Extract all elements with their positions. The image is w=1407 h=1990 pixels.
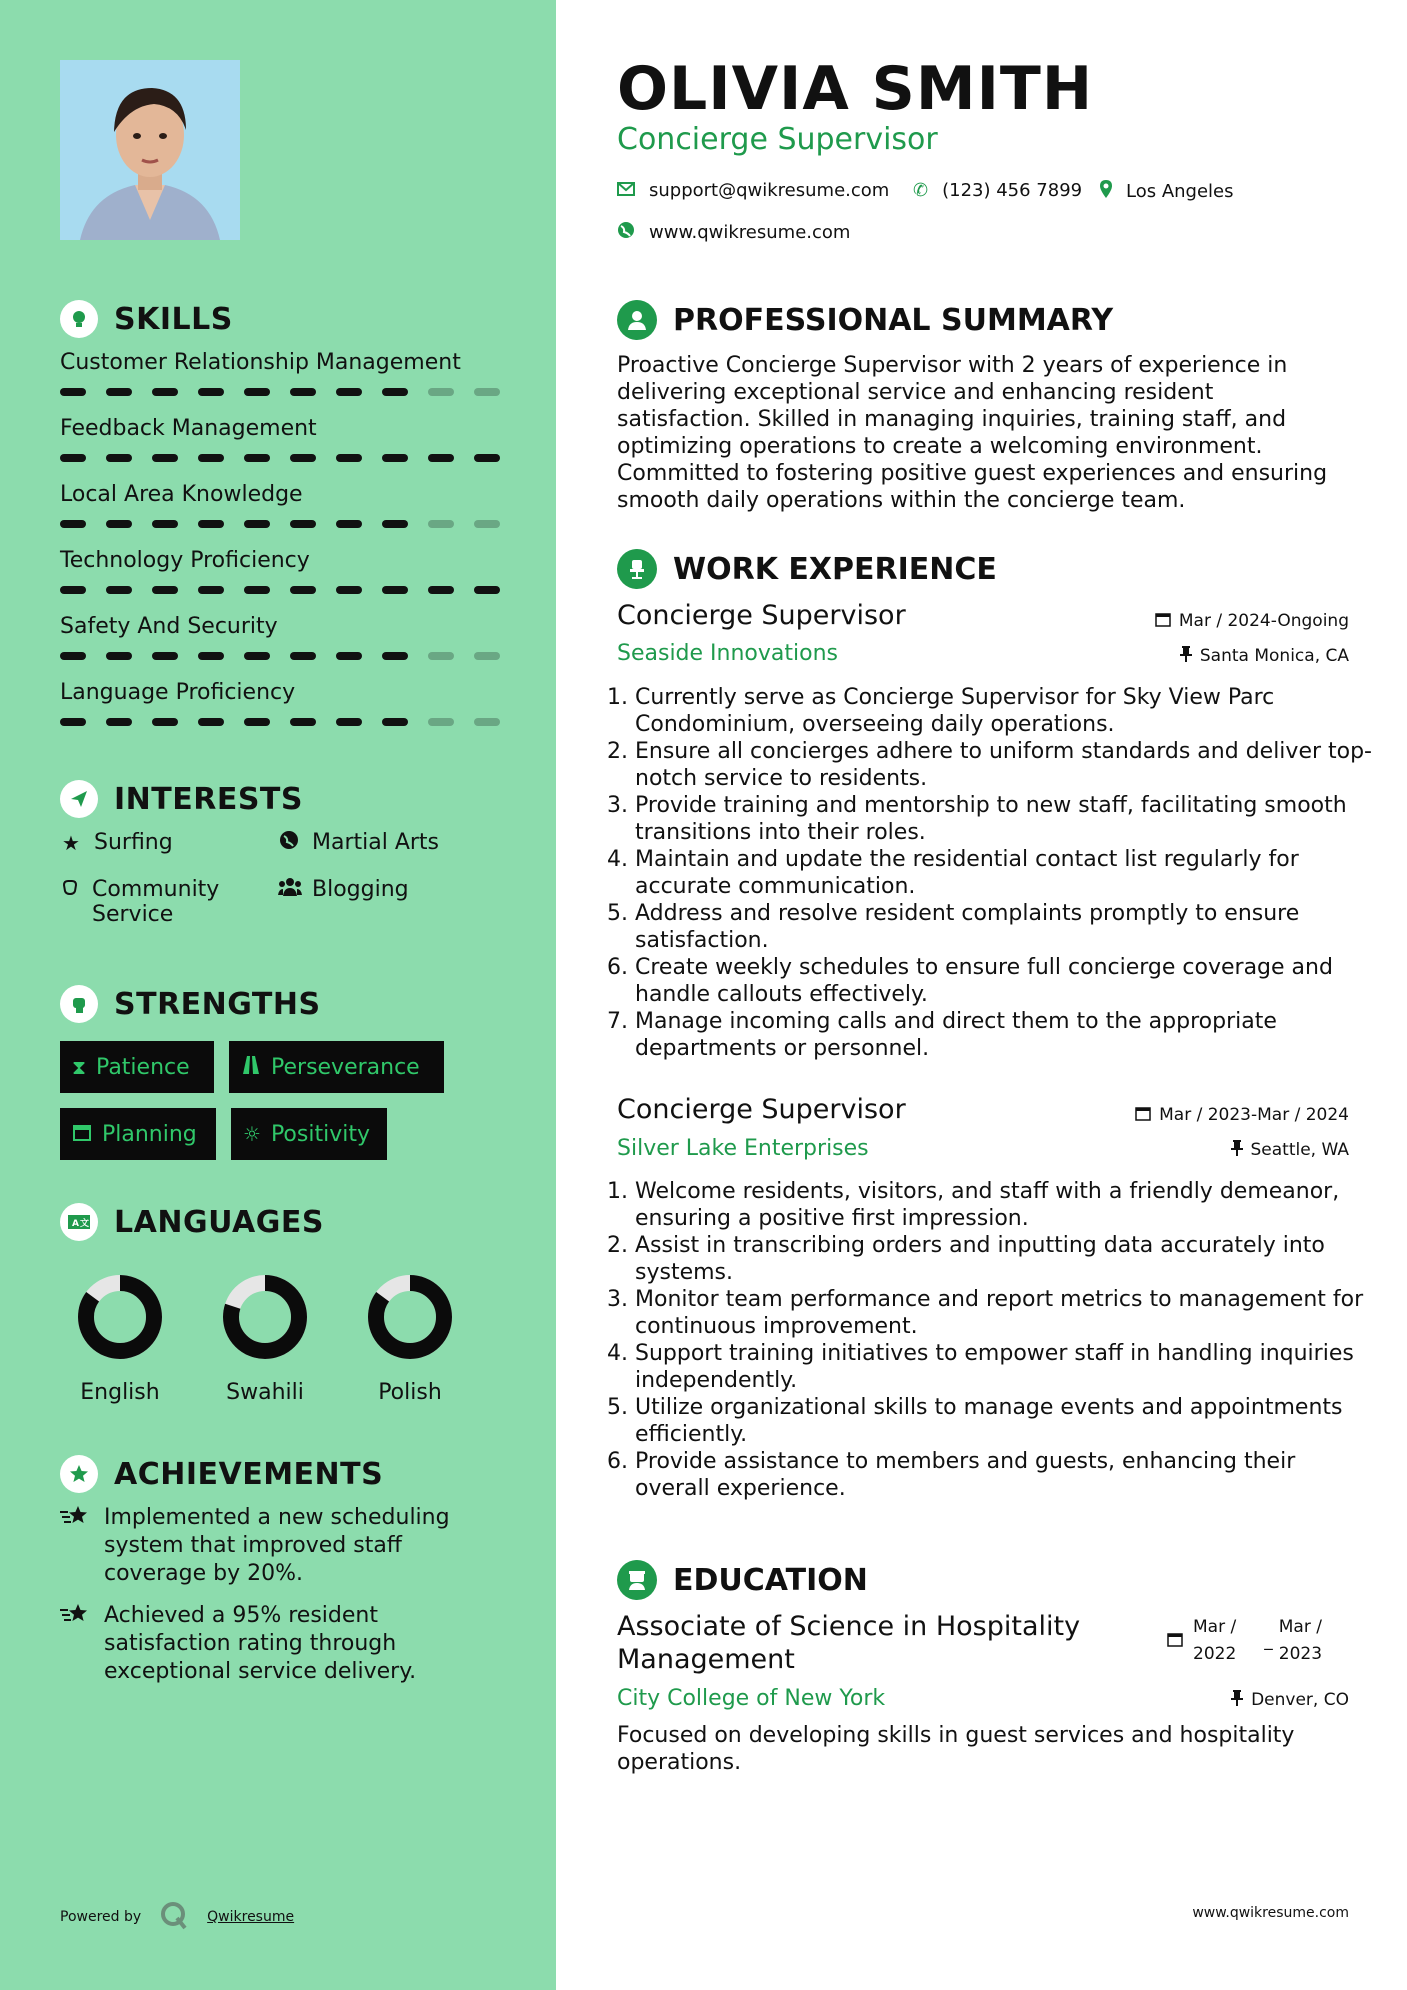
job-tasks bbox=[617, 684, 1375, 1062]
task-item: 7. Manage incoming calls and direct them to the appropriate departments or personnel. bbox=[635, 1008, 1375, 1062]
interest-item: ★ Surfing bbox=[60, 830, 173, 856]
candidate-name: OLIVIA SMITH bbox=[617, 54, 1094, 124]
skill-segment bbox=[336, 718, 362, 726]
language-item bbox=[205, 1272, 325, 1405]
qwikresume-logo-icon bbox=[159, 1900, 189, 1934]
skill-level-bar bbox=[60, 586, 500, 594]
sun-icon: ☼ bbox=[243, 1122, 261, 1146]
company-name: Seaside Innovations bbox=[617, 641, 838, 666]
skill-segment bbox=[290, 586, 316, 594]
skill-segment bbox=[382, 454, 408, 462]
language-name: English bbox=[80, 1380, 160, 1405]
qwikresume-link[interactable]: Qwikresume bbox=[207, 1909, 295, 1925]
svg-text:文: 文 bbox=[80, 1219, 90, 1229]
skill-segment bbox=[382, 520, 408, 528]
skill-segment bbox=[336, 454, 362, 462]
skill-level-bar bbox=[60, 652, 500, 660]
skill-segment bbox=[428, 652, 454, 660]
company-name: Silver Lake Enterprises bbox=[617, 1136, 869, 1161]
skill-segment bbox=[198, 652, 224, 660]
map-pin-icon bbox=[1100, 180, 1112, 203]
graduation-icon bbox=[617, 1560, 657, 1600]
skill-segment bbox=[152, 454, 178, 462]
skill-segment bbox=[106, 388, 132, 396]
skill-segment bbox=[198, 718, 224, 726]
globe-icon bbox=[278, 830, 300, 856]
skill-segment bbox=[428, 454, 454, 462]
skill-segment bbox=[152, 652, 178, 660]
language-item bbox=[350, 1272, 470, 1405]
candidate-role: Concierge Supervisor bbox=[617, 122, 938, 157]
footer-website[interactable]: www.qwikresume.com bbox=[1192, 1905, 1349, 1921]
skill-segment bbox=[106, 718, 132, 726]
skill-segment bbox=[244, 652, 270, 660]
sidebar bbox=[0, 0, 556, 1990]
task-item: 5. Address and resolve resident complaints promptly to ensure satisfaction. bbox=[635, 900, 1375, 954]
job-dates: Mar / 2023-Mar / 2024 bbox=[1135, 1105, 1349, 1125]
task-item: 1. Welcome residents, visitors, and staff with a friendly demeanor, ensuring a positive first impression. bbox=[635, 1178, 1375, 1232]
task-item: 2. Ensure all concierges adhere to uniform standards and deliver top-notch service to residents. bbox=[635, 738, 1375, 792]
skill-name: Local Area Knowledge bbox=[60, 482, 303, 507]
hourglass-icon: ⧗ bbox=[72, 1055, 87, 1079]
education-end: Mar / 2023 bbox=[1278, 1617, 1323, 1664]
experience-heading: WORK EXPERIENCE bbox=[617, 549, 997, 589]
job-dates: Mar / 2024-Ongoing bbox=[1155, 611, 1349, 631]
skill-level-bar bbox=[60, 718, 500, 726]
strength-badge: Perseverance bbox=[229, 1041, 444, 1093]
skill-segment bbox=[382, 718, 408, 726]
task-item: 3. Provide training and mentorship to new staff, facilitating smooth transitions into their roles. bbox=[635, 792, 1375, 846]
skill-segment bbox=[474, 718, 500, 726]
powered-by: Powered by Qwikresume bbox=[60, 1900, 294, 1934]
skill-segment bbox=[290, 388, 316, 396]
skill-segment bbox=[60, 388, 86, 396]
skill-segment bbox=[336, 652, 362, 660]
calendar-icon bbox=[1135, 1105, 1151, 1125]
skill-segment bbox=[152, 586, 178, 594]
skill-segment bbox=[428, 520, 454, 528]
skill-segment bbox=[198, 586, 224, 594]
skill-level-bar bbox=[60, 454, 500, 462]
skill-segment bbox=[474, 652, 500, 660]
pushpin-icon bbox=[1231, 1690, 1243, 1710]
skill-item bbox=[60, 482, 500, 528]
job-title: Concierge Supervisor bbox=[617, 600, 906, 631]
task-item: 4. Maintain and update the residential contact list regularly for accurate communication. bbox=[635, 846, 1375, 900]
skill-segment bbox=[290, 454, 316, 462]
envelope-icon bbox=[617, 180, 635, 201]
language-item bbox=[60, 1272, 180, 1405]
strength-badge: Planning bbox=[60, 1108, 216, 1160]
skill-segment bbox=[336, 388, 362, 396]
skill-segment bbox=[152, 520, 178, 528]
skill-segment bbox=[474, 388, 500, 396]
task-item: 3. Monitor team performance and report metrics to management for continuous improvement. bbox=[635, 1286, 1375, 1340]
star-icon: ★ bbox=[62, 831, 80, 855]
contact-email[interactable]: support@qwikresume.com bbox=[617, 180, 889, 201]
language-level-ring bbox=[220, 1272, 310, 1362]
contact-phone[interactable]: ✆ (123) 456 7899 bbox=[913, 180, 1083, 201]
skill-segment bbox=[244, 454, 270, 462]
skill-segment bbox=[106, 586, 132, 594]
skill-name: Feedback Management bbox=[60, 416, 317, 441]
summary-text: Proactive Concierge Supervisor with 2 years of experience in delivering exceptional service and enhancing resident satisfaction. Skilled in managing inquiries, training staff, and optimizing operations to create a welcoming environment. Committed to fostering positive guest experiences and ensuring smooth daily operations within the concierge team. bbox=[617, 353, 1328, 513]
achievement-item: Implemented a new scheduling system that improved staff coverage by 20%. bbox=[60, 1504, 480, 1588]
skill-segment bbox=[244, 718, 270, 726]
lightbulb-icon bbox=[60, 300, 98, 338]
job-title: Concierge Supervisor bbox=[617, 1094, 906, 1125]
pushpin-icon bbox=[1231, 1140, 1243, 1160]
skill-name: Safety And Security bbox=[60, 614, 278, 639]
user-icon bbox=[617, 300, 657, 340]
language-name: Polish bbox=[378, 1380, 442, 1405]
calendar-icon bbox=[1167, 1631, 1183, 1652]
skill-name: Language Proficiency bbox=[60, 680, 296, 705]
skill-segment bbox=[382, 652, 408, 660]
languages-heading: A 文 LANGUAGES bbox=[60, 1203, 324, 1241]
skill-segment bbox=[382, 586, 408, 594]
profile-photo bbox=[60, 60, 240, 240]
job-tasks bbox=[617, 1178, 1375, 1502]
skill-segment bbox=[290, 718, 316, 726]
skill-segment bbox=[428, 388, 454, 396]
education-description: Focused on developing skills in guest services and hospitality operations. bbox=[617, 1723, 1295, 1775]
skill-name: Customer Relationship Management bbox=[60, 350, 461, 375]
chair-icon bbox=[617, 549, 657, 589]
skill-segment bbox=[290, 520, 316, 528]
skill-item bbox=[60, 548, 500, 594]
translate-icon bbox=[60, 1203, 98, 1241]
skill-segment bbox=[152, 718, 178, 726]
strengths-heading: STRENGTHS bbox=[60, 985, 321, 1023]
task-item: 2. Assist in transcribing orders and inputting data accurately into systems. bbox=[635, 1232, 1375, 1286]
task-item: 6. Provide assistance to members and guests, enhancing their overall experience. bbox=[635, 1448, 1375, 1502]
hand-icon bbox=[60, 877, 80, 903]
skill-segment bbox=[152, 388, 178, 396]
skill-item bbox=[60, 680, 500, 726]
skill-segment bbox=[474, 454, 500, 462]
skill-segment bbox=[290, 652, 316, 660]
calendar-icon bbox=[72, 1122, 92, 1147]
education-dates: Mar / 2022 _ Mar / 2023 bbox=[1167, 1614, 1322, 1668]
job-location: Santa Monica, CA bbox=[1180, 646, 1349, 666]
contact-location: Los Angeles bbox=[1100, 180, 1234, 203]
skill-segment bbox=[428, 586, 454, 594]
task-item: 4. Support training initiatives to empower staff in handling inquiries independently. bbox=[635, 1340, 1375, 1394]
language-name: Swahili bbox=[226, 1380, 304, 1405]
pushpin-icon bbox=[1180, 646, 1192, 666]
star-badge-icon bbox=[60, 1455, 98, 1493]
skill-segment bbox=[244, 388, 270, 396]
fist-icon bbox=[60, 985, 98, 1023]
skill-segment bbox=[198, 454, 224, 462]
school-name: City College of New York bbox=[617, 1686, 886, 1711]
strength-badge: ☼ Positivity bbox=[231, 1108, 387, 1160]
skill-segment bbox=[336, 520, 362, 528]
skill-level-bar bbox=[60, 520, 500, 528]
skill-segment bbox=[244, 586, 270, 594]
language-level-ring bbox=[365, 1272, 455, 1362]
skill-segment bbox=[474, 520, 500, 528]
phone-icon: ✆ bbox=[913, 180, 929, 201]
education-heading: EDUCATION bbox=[617, 1560, 868, 1600]
skill-segment bbox=[106, 652, 132, 660]
skill-segment bbox=[60, 454, 86, 462]
skill-segment bbox=[106, 454, 132, 462]
skill-segment bbox=[198, 520, 224, 528]
achievements-heading: ACHIEVEMENTS bbox=[60, 1455, 383, 1493]
skill-segment bbox=[244, 520, 270, 528]
paper-plane-icon bbox=[60, 780, 98, 818]
trophy-star-icon bbox=[60, 1602, 92, 1686]
summary-heading: PROFESSIONAL SUMMARY bbox=[617, 300, 1113, 340]
task-item: 1. Currently serve as Concierge Supervisor for Sky View Parc Condominium, overseeing daily operations. bbox=[635, 684, 1375, 738]
contact-website[interactable]: www.qwikresume.com bbox=[617, 221, 850, 244]
school-location: Denver, CO bbox=[1231, 1690, 1349, 1710]
job-location: Seattle, WA bbox=[1231, 1140, 1350, 1160]
interests-heading: INTERESTS bbox=[60, 780, 303, 818]
skill-name: Technology Proficiency bbox=[60, 548, 310, 573]
skill-item bbox=[60, 350, 500, 396]
task-item: 6. Create weekly schedules to ensure full concierge coverage and handle callouts effectively. bbox=[635, 954, 1375, 1008]
globe-icon bbox=[617, 221, 635, 244]
skill-segment bbox=[382, 388, 408, 396]
language-level-ring bbox=[75, 1272, 165, 1362]
svg-text:A: A bbox=[72, 1219, 80, 1229]
skill-segment bbox=[60, 652, 86, 660]
skill-level-bar bbox=[60, 388, 500, 396]
skill-segment bbox=[336, 586, 362, 594]
education-start: Mar / 2022 bbox=[1193, 1617, 1237, 1664]
users-icon bbox=[278, 877, 300, 903]
skill-segment bbox=[60, 520, 86, 528]
calendar-icon bbox=[1155, 611, 1171, 631]
trophy-star-icon bbox=[60, 1504, 92, 1588]
interest-item: Blogging bbox=[278, 877, 409, 903]
skill-segment bbox=[474, 586, 500, 594]
interest-item: Community Service bbox=[60, 877, 260, 927]
skill-segment bbox=[106, 520, 132, 528]
skill-item bbox=[60, 416, 500, 462]
skill-segment bbox=[428, 718, 454, 726]
skill-segment bbox=[198, 388, 224, 396]
strength-badge: ⧗ Patience bbox=[60, 1041, 214, 1093]
achievement-item: Achieved a 95% resident satisfaction rating through exceptional service delivery. bbox=[60, 1602, 480, 1686]
skills-heading: SKILLS bbox=[60, 300, 233, 338]
skill-item bbox=[60, 614, 500, 660]
skill-segment bbox=[60, 718, 86, 726]
road-icon bbox=[241, 1055, 261, 1079]
skill-segment bbox=[60, 586, 86, 594]
task-item: 5. Utilize organizational skills to manage events and appointments efficiently. bbox=[635, 1394, 1375, 1448]
interest-item: Martial Arts bbox=[278, 830, 439, 856]
degree-title: Associate of Science in Hospitality Management bbox=[617, 1611, 1081, 1675]
